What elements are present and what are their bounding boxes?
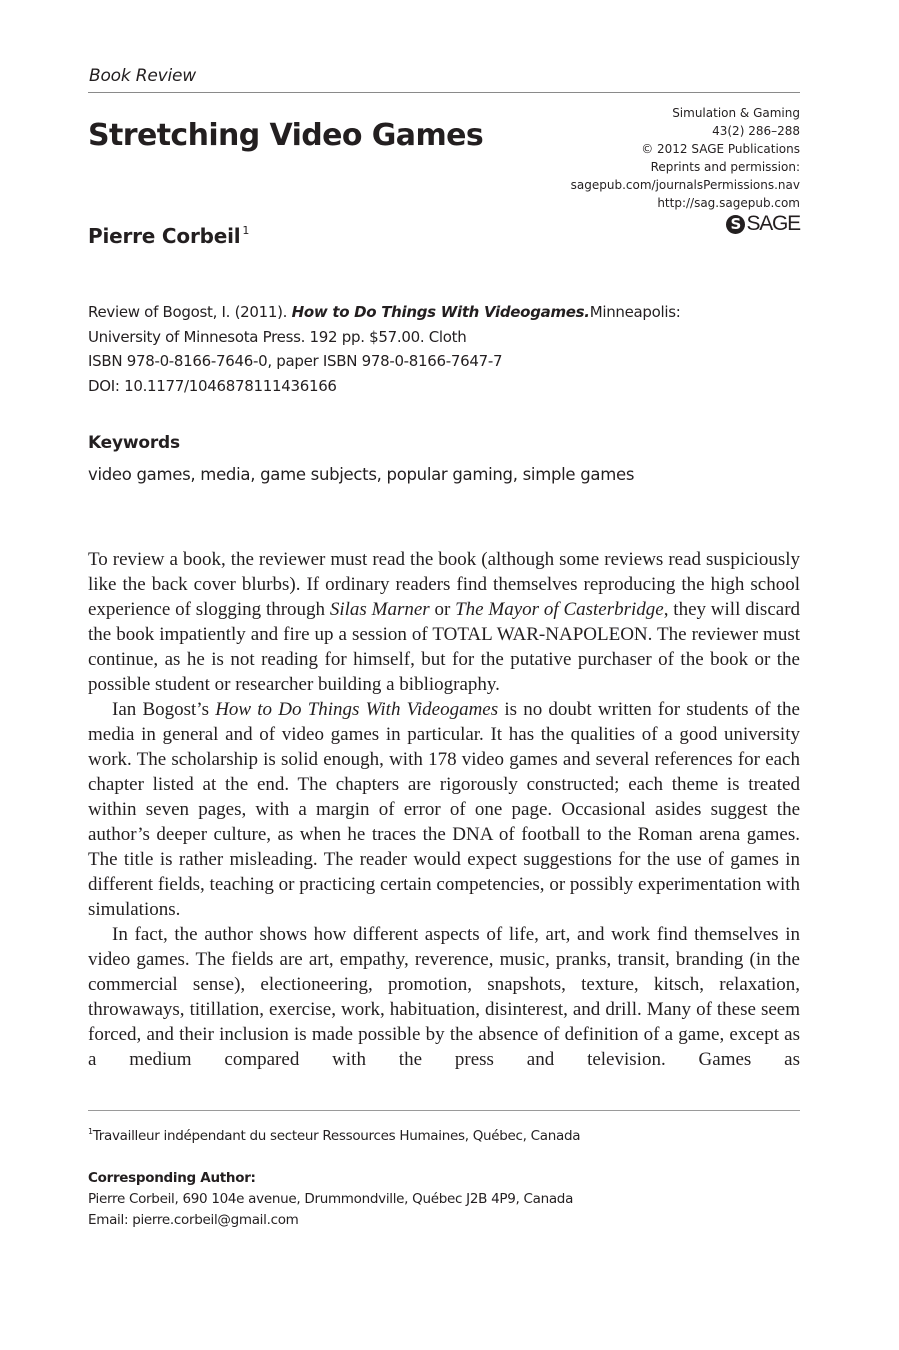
article-title: Stretching Video Games [88,118,484,153]
body-paragraph: In fact, the author shows how different aspects of life, art, and work find themselves in video games. The fields are art, empathy, reverence, music, pranks, transit, branding (in the commercial sense), electioneering, promotion, snapshots, texture, kitsch, relaxation, throwaways, titillation, exercise, work, habituation, disinterest, and drill. Many of these seem forced, and their inclusion is made possible by the absence of definition of a game, except as a medium compared with the press and television. Games as [88,924,800,1070]
body-paragraph [88,697,800,922]
footnote-rule [88,1110,800,1111]
corresponding-author-label: Corresponding Author: [88,1170,256,1186]
section-label: Book Review [89,66,196,86]
sage-s-circle-icon: S [726,215,745,234]
citation-prefix: Review of Bogost, I. (2011). [88,303,292,321]
keywords-list: video games, media, game subjects, popular gaming, simple games [88,465,635,484]
article-body [88,547,800,1072]
affiliation-footnote [88,1127,580,1144]
citation-isbn: ISBN 978-0-8166-7646-0, paper ISBN 978-0-8166-7647-7 [88,352,503,370]
citation-line-1 [88,300,681,325]
journal-name: Simulation & Gaming [672,106,800,120]
book-title-italic: Silas Marner [329,599,430,620]
body-paragraph [88,547,800,697]
corresponding-email[interactable]: Email: pierre.corbeil@gmail.com [88,1212,299,1228]
corresponding-author [88,1168,573,1231]
header-rule [88,92,800,93]
journal-url-link[interactable]: http://sag.sagepub.com [657,196,800,210]
book-title-italic: The Mayor of Casterbridge [455,599,664,620]
paragraph-text: or [429,599,456,620]
author-name [88,224,249,248]
book-citation [88,300,681,398]
permissions-link[interactable]: sagepub.com/journalsPermissions.nav [570,178,800,192]
paragraph-text: Ian Bogost’s [112,699,216,720]
paragraph-text: , they will discard the book impatiently and fire up a session of TOTAL WAR-NAPOLEON. The reviewer must continue, as he is not reading for himself, but for the putative purchaser of the book or the possible student or researcher building a bibliography. [88,599,801,695]
copyright-notice: © 2012 SAGE Publications [641,142,800,156]
citation-publisher: University of Minnesota Press. 192 pp. $57.00. Cloth [88,327,467,346]
citation-doi[interactable]: DOI: 10.1177/1046878111436166 [88,376,337,395]
volume-pages: 43(2) 286–288 [712,124,800,138]
journal-info [571,104,800,212]
paragraph-text: To review a book, the reviewer must read the book (although some reviews read suspiciously like the back cover blurbs). If ordinary readers find themselves reproducing the high school experience of slogging through [88,549,800,620]
footnote-text: Travailleur indépendant du secteur Ressources Humaines, Québec, Canada [92,1128,581,1144]
corresponding-address: Pierre Corbeil, 690 104e avenue, Drummondville, Québec J2B 4P9, Canada [88,1191,574,1207]
affiliation-marker[interactable]: 1 [242,224,250,237]
author-name-text: Pierre Corbeil [88,224,241,248]
paragraph-text: is no doubt written for students of the media in general and of video games in particular. It has the qualities of a good university work. The scholarship is solid enough, with 178 video games and several references for each chapter listed at the end. The chapters are rigorously constructed; each theme is treated within seven pages, with a margin of error of one page. Occasional asides suggest the author’s deeper culture, as when he traces the DNA of football to the Roman arena games. The title is rather misleading. The reader would expect suggestions for the use of games in different fields, teaching or practicing certain competencies, or possibly experimentation with simulations. [88,699,800,920]
citation-place: Minneapolis: [589,303,681,321]
keywords-heading: Keywords [88,433,180,453]
reviewed-book-title: How to Do Things With Videogames. [291,303,590,321]
reprints-notice: Reprints and permission: [650,160,800,174]
sage-logo [726,213,800,235]
book-title-italic: How to Do Things With Videogames [215,699,499,720]
sage-logo-text: SAGE [746,212,800,235]
footnote-marker: 1 [88,1127,93,1136]
